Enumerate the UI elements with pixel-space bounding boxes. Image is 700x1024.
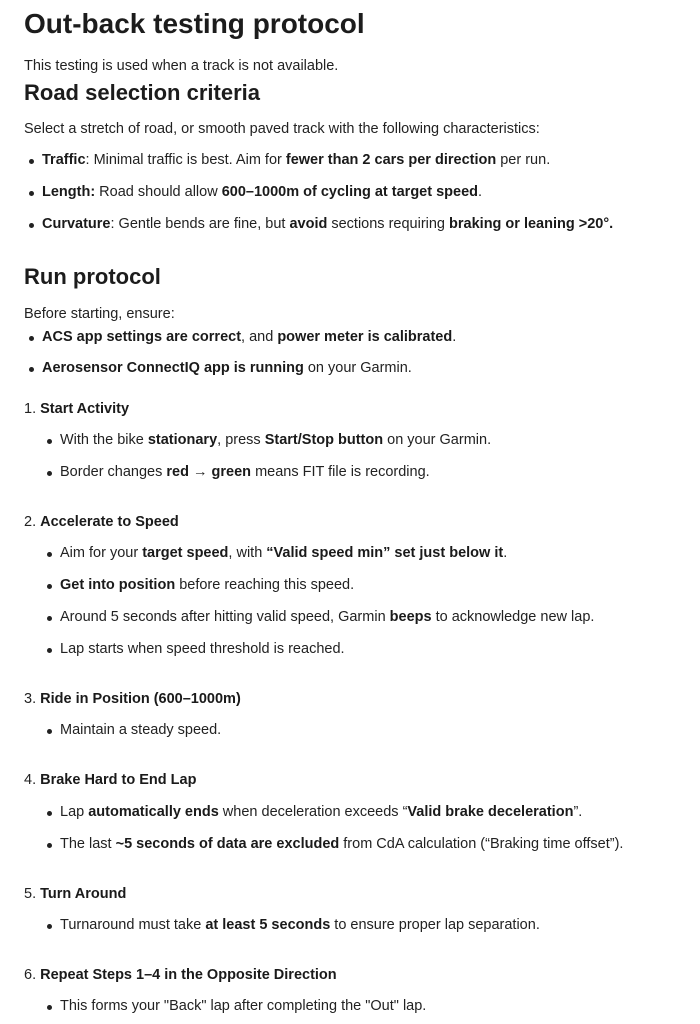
- list-item: Border changes red → green means FIT file is recording.: [60, 464, 430, 480]
- list-item: Turnaround must take at least 5 seconds to ensure proper lap separation.: [60, 917, 540, 933]
- list-item: Aim for your target speed, with “Valid speed min” set just below it.: [60, 545, 508, 561]
- step-2-heading: 2. Accelerate to Speed: [24, 514, 179, 530]
- list-item: Around 5 seconds after hitting valid speed, Garmin beeps to acknowledge new lap.: [60, 609, 595, 625]
- list-item: Get into position before reaching this speed.: [60, 577, 355, 593]
- step-5-heading: 5. Turn Around: [24, 886, 127, 902]
- run-before-text: Before starting, ensure:: [24, 306, 175, 322]
- road-lead: Select a stretch of road, or smooth paved track with the following characteristics:: [24, 121, 540, 137]
- step-3-heading: 3. Ride in Position (600–1000m): [24, 691, 241, 707]
- list-item: This forms your "Back" lap after completing the "Out" lap.: [60, 998, 427, 1014]
- page-title: Out-back testing protocol: [24, 8, 365, 39]
- step-6-heading: 6. Repeat Steps 1–4 in the Opposite Direction: [24, 967, 337, 983]
- list-item-curvature: Curvature: Gentle bends are fine, but avoid sections requiring braking or leaning >20°.: [42, 216, 614, 232]
- list-item: Maintain a steady speed.: [60, 722, 222, 738]
- step-1-heading: 1. Start Activity: [24, 401, 130, 417]
- list-item: With the bike stationary, press Start/Stop button on your Garmin.: [60, 432, 492, 448]
- run-heading: Run protocol: [24, 264, 161, 289]
- intro-text: This testing is used when a track is not available.: [24, 58, 339, 74]
- check-item-acs: ACS app settings are correct, and power meter is calibrated.: [42, 329, 457, 345]
- step-4-heading: 4. Brake Hard to End Lap: [24, 772, 197, 788]
- check-item-aerosensor: Aerosensor ConnectIQ app is running on your Garmin.: [42, 360, 412, 376]
- list-item-length: Length: Road should allow 600–1000m of cycling at target speed.: [42, 184, 483, 200]
- road-heading: Road selection criteria: [24, 80, 260, 105]
- list-item-traffic: Traffic: Minimal traffic is best. Aim for fewer than 2 cars per direction per run.: [42, 152, 551, 168]
- list-item: Lap automatically ends when deceleration exceeds “Valid brake deceleration”.: [60, 804, 583, 820]
- list-item: Lap starts when speed threshold is reached.: [60, 641, 345, 657]
- list-item: The last ~5 seconds of data are excluded from CdA calculation (“Braking time offset”).: [60, 836, 624, 852]
